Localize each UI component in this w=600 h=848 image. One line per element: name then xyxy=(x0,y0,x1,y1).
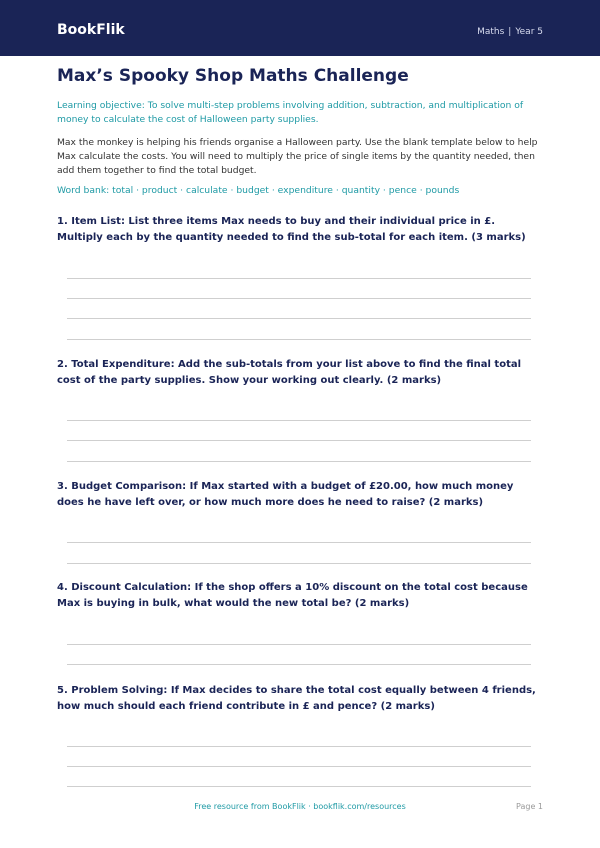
answer-line[interactable] xyxy=(67,318,531,319)
answer-line[interactable] xyxy=(67,542,531,543)
answer-line[interactable] xyxy=(67,339,531,340)
header-bar xyxy=(0,0,600,56)
question-2: 2. Total Expenditure: Add the sub-totals from your list above to find the final total cost of the party supplies. Show your working out clearly. (2 marks) xyxy=(57,359,522,386)
answer-line[interactable] xyxy=(67,563,531,564)
year-label: Year 5 xyxy=(515,27,543,37)
header-meta xyxy=(477,27,543,37)
answer-line[interactable] xyxy=(67,786,531,787)
answer-line[interactable] xyxy=(67,746,531,747)
answer-line[interactable] xyxy=(67,420,531,421)
subject-label: Maths xyxy=(477,27,505,37)
answer-line[interactable] xyxy=(67,664,531,665)
answer-line[interactable] xyxy=(67,278,531,279)
brand-logo: BookFlik xyxy=(57,22,125,38)
question-1: 1. Item List: List three items Max needs to buy and their individual price in £. Multiply each by the quantity needed to find the sub-total for each item. (3 marks) xyxy=(57,216,526,243)
intro-paragraph: Max the monkey is helping his friends organise a Halloween party. Use the blank template below to help Max calculate the costs. You will need to multiply the price of single items by the quantity needed, then add them together to find the total budget. xyxy=(57,137,538,176)
question-5: 5. Problem Solving: If Max decides to share the total cost equally between 4 friends, how much should each friend contribute in £ and pence? (2 marks) xyxy=(57,685,536,712)
answer-line[interactable] xyxy=(67,766,531,767)
question-4: 4. Discount Calculation: If the shop offers a 10% discount on the total cost because Max is buying in bulk, what would the new total be? (2 marks) xyxy=(57,582,528,609)
meta-separator: | xyxy=(508,27,512,37)
page-number: Page 1 xyxy=(516,802,543,811)
answer-line[interactable] xyxy=(67,298,531,299)
answer-line[interactable] xyxy=(67,461,531,462)
question-3: 3. Budget Comparison: If Max started with a budget of £20.00, how much money does he have left over, or how much more does he need to raise? (2 marks) xyxy=(57,481,514,508)
answer-line[interactable] xyxy=(67,440,531,441)
learning-objective: Learning objective: To solve multi-step problems involving addition, subtraction, and multiplication of money to calculate the cost of Halloween party supplies. xyxy=(57,100,524,125)
page-title: Max’s Spooky Shop Maths Challenge xyxy=(57,66,409,86)
footer-credit: Free resource from BookFlik · bookflik.com/resources xyxy=(194,802,406,811)
word-bank: Word bank: total · product · calculate · budget · expenditure · quantity · pence · pounds xyxy=(57,185,460,196)
answer-line[interactable] xyxy=(67,644,531,645)
